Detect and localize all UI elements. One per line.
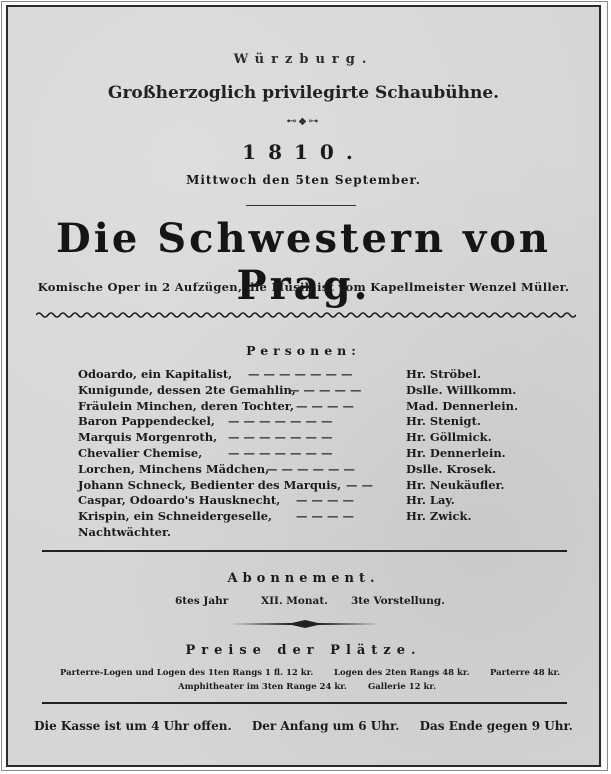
subscription-heading: Abonnement. [227, 571, 380, 586]
role-name: Chevalier Chemise, [78, 445, 203, 460]
price-entry: Parterre-Logen und Logen des 1ten Rangs 1 fl. 12 kr. [60, 668, 314, 678]
cast-row [78, 509, 578, 525]
start-time: Der Anfang um 6 Uhr. [251, 719, 400, 733]
subscription-month: XII. Monat. [261, 595, 328, 607]
dash-leader: — — — — [296, 493, 355, 508]
prices-heading: Preise der Plätze. [185, 643, 422, 658]
cast-row [78, 493, 578, 509]
box-office-time: Die Kasse ist um 4 Uhr offen. [34, 719, 232, 733]
cast-row [78, 446, 578, 462]
section-rule [42, 702, 567, 704]
actor-name: Hr. Dennerlein. [406, 445, 506, 460]
end-time: Das Ende gegen 9 Uhr. [419, 719, 573, 733]
actor-name: Hr. Stenigt. [406, 414, 481, 429]
cast-list [78, 367, 578, 541]
actor-name: Hr. Neukäufler. [406, 477, 505, 492]
dash-leader: — — — — — — — [248, 367, 353, 381]
actor-name: Hr. Ströbel. [406, 367, 481, 381]
role-name: Kunigunde, dessen 2te Gemahlin, [78, 382, 296, 397]
dash-leader: — — — — — — — [228, 445, 333, 460]
dash-leader: — — — — — — — [228, 430, 333, 445]
subscription-year: 6tes Jahr [175, 595, 229, 607]
footer-times [8, 719, 599, 733]
role-name: Nachtwächter. [78, 524, 171, 539]
play-subtitle: Komische Oper in 2 Aufzügen, die Musik ist vom Kapellmeister Wenzel Müller. [37, 280, 570, 294]
cast-row [78, 525, 578, 541]
ornament-divider: ⊷◆⊶ [286, 116, 321, 127]
actor-name: Hr. Lay. [406, 493, 455, 508]
cast-row [78, 430, 578, 446]
short-divider [246, 205, 356, 206]
dash-leader: — — — — [296, 398, 355, 413]
play-title: Die Schwestern von Prag. [56, 215, 551, 309]
performance-date: Mittwoch den 5ten September. [186, 173, 421, 187]
actor-name: Mad. Dennerlein. [406, 398, 519, 413]
dash-leader: — — — — [296, 509, 355, 524]
actor-name: Dslle. Krosek. [406, 461, 496, 476]
role-name: Caspar, Odoardo's Hausknecht, [78, 493, 281, 508]
cast-heading: Personen: [246, 343, 361, 358]
price-entry: Parterre 48 kr. [490, 668, 561, 678]
role-name: Odoardo, ein Kapitalist, [78, 367, 233, 381]
cast-row [78, 383, 578, 399]
subscription-performance: 3te Vorstellung. [351, 595, 445, 607]
role-name: Lorchen, Minchens Mädchen, [78, 461, 270, 476]
playbill-sheet [6, 5, 601, 767]
price-entry: Logen des 2ten Rangs 48 kr. [334, 668, 470, 678]
role-name: Marquis Morgenroth, [78, 430, 218, 445]
cast-row [78, 462, 578, 478]
section-rule [42, 550, 567, 552]
dash-leader: — — — — — — [266, 461, 356, 476]
role-name: Johann Schneck, Bedienter des Marquis, [78, 477, 342, 492]
cast-row [78, 367, 578, 383]
role-name: Fräulein Minchen, deren Tochter, [78, 398, 294, 413]
dash-leader: — — — — — — — [228, 414, 333, 429]
dash-leader: — — [346, 477, 374, 492]
ornament-divider [230, 619, 380, 629]
dash-leader: — — — — — [288, 382, 362, 397]
price-entry: Amphitheater im 3ten Range 24 kr. [178, 682, 347, 692]
role-name: Krispin, ein Schneidergeselle, [78, 509, 273, 524]
actor-name: Hr. Zwick. [406, 509, 472, 524]
cast-row [78, 414, 578, 430]
theatre-name: Großherzoglich privilegirte Schaubühne. [107, 83, 500, 103]
cast-row [78, 478, 578, 494]
season-year: 1810. [242, 140, 365, 164]
role-name: Baron Pappendeckel, [78, 414, 215, 429]
price-entry: Gallerie 12 kr. [368, 682, 437, 692]
wavy-divider [36, 311, 576, 319]
actor-name: Hr. Göllmick. [406, 430, 492, 445]
actor-name: Dslle. Willkomm. [406, 382, 517, 397]
city-name: Würzburg. [233, 52, 374, 67]
cast-row [78, 399, 578, 415]
